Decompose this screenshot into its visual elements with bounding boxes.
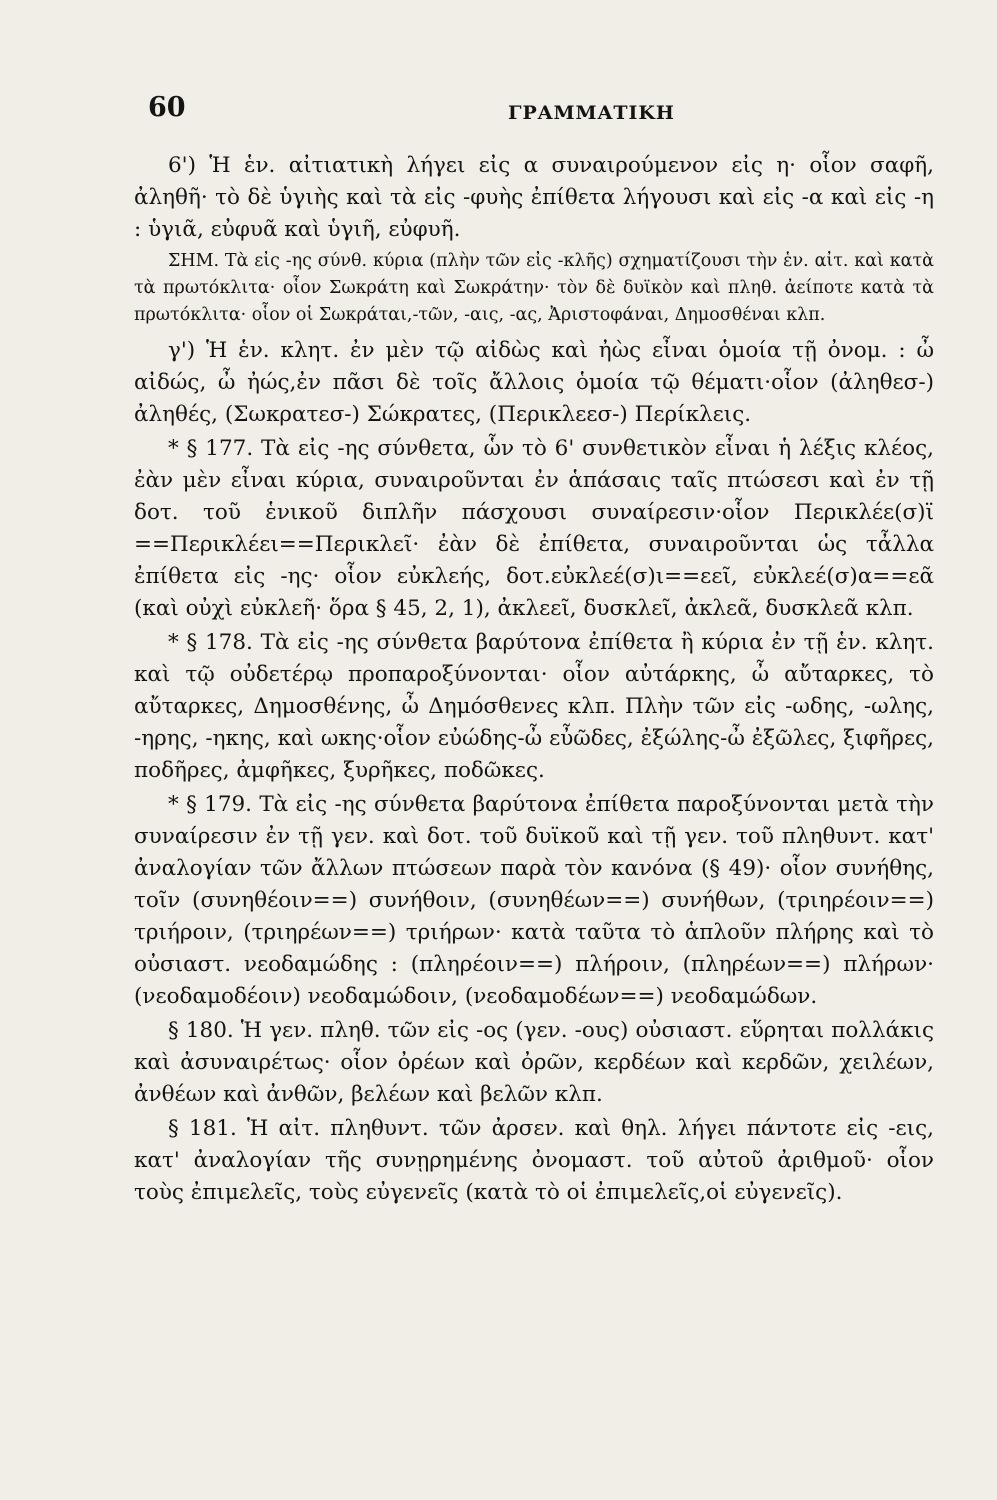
page-number: 60 bbox=[148, 92, 186, 123]
page-body bbox=[134, 150, 934, 1209]
page-header bbox=[148, 92, 928, 132]
section-179: * § 179. Τὰ εἰς -ης σύνθετα βαρύτονα ἐπίθετα παροξύνονται μετὰ τὴν συναίρεσιν ἐν τῇ γεν. καὶ δοτ. τοῦ δυϊκοῦ καὶ τῇ γεν. τοῦ πληθυντ. κατ' ἀναλογίαν τῶν ἄλλων πτώσεων παρὰ τὸν κανόνα (§ 49)· οἷον συνήθης, τοῖν (συνηθέοιν==) συνήθοιν, (συνηθέων==) συνήθων, (τριηρέοιν==) τριήροιν, (τριηρέων==) τριήρων· κατὰ ταῦτα τὸ ἁπλοῦν πλήρης καὶ τὸ οὐσιαστ. νεοδαμώδης : (πληρέοιν==) πλήροιν, (πληρέων==) πλήρων· (νεοδαμοδέοιν) νεοδαμώδοιν, (νεοδαμοδέων==) νεοδαμώδων. bbox=[134, 792, 934, 1009]
section-177: * § 177. Τὰ εἰς -ης σύνθετα, ὧν τὸ 6' συνθετικὸν εἶναι ἡ λέξις κλέος, ἐὰν μὲν εἶναι κύρια, συναιροῦνται ἐν ἁπάσαις ταῖς πτώσεσι καὶ ἐν τῇ δοτ. τοῦ ἑνικοῦ διπλῆν πάσχουσι συναίρεσιν·οἷον Περικλέε(σ)ϊ ==Περικλέει==Περικλεῖ· ἐὰν δὲ ἐπίθετα, συναιροῦνται ὡς τἆλλα ἐπίθετα εἰς -ης· οἷον εὐκλεής, δοτ.εὐκλεέ(σ)ι==εεῖ, εὐκλεέ(σ)α==εᾶ (καὶ οὐχὶ εὐκλεῆ· ὅρα § 45, 2, 1), ἀκλεεῖ, δυσκλεῖ, ἀκλεᾶ, δυσκλεᾶ κλπ. bbox=[134, 436, 934, 621]
section-178: * § 178. Τὰ εἰς -ης σύνθετα βαρύτονα ἐπίθετα ἢ κύρια ἐν τῇ ἑν. κλητ. καὶ τῷ οὐδετέρῳ προπαροξύνονται· οἷον αὐτάρκης, ὦ αὔταρκες, τὸ αὔταρκες, Δημοσθένης, ὦ Δημόσθενες κλπ. Πλὴν τῶν εἰς -ωδης, -ωλης, -ηρης, -ηκης, καὶ ωκης·οἷον εὐώδης-ὦ εὖῶδες, ἐξώλης-ὦ ἐξῶλες, ξιφῆρες, ποδῆρες, ἀμφῆκες, ξυρῆκες, ποδῶκες. bbox=[134, 630, 934, 783]
paragraph-vocative: γ') Ἡ ἑν. κλητ. ἐν μὲν τῷ αἰδὼς καὶ ἠὼς εἶναι ὁμοία τῇ ὀνομ. : ὦ αἰδώς, ὦ ἠώς,ἐν πᾶσι δὲ τοῖς ἄλλοις ὁμοία τῷ θέματι·οἷον (ἀληθεσ-) ἀληθές, (Σωκρατεσ-) Σώκρατες, (Περικλεεσ-) Περίκλεις. bbox=[134, 338, 934, 427]
paragraph-accusative: 6') Ἡ ἑν. αἰτιατικὴ λήγει εἰς α συναιρούμενον εἰς η· οἷον σαφῆ, ἀληθῆ· τὸ δὲ ὑγιὴς καὶ τὰ εἰς -φυὴς ἐπίθετα λήγουσι καὶ εἰς -α καὶ εἰς -η : ὑγιᾶ, εὐφυᾶ καὶ ὑγιῆ, εὐφυῆ. bbox=[134, 153, 934, 242]
section-180: § 180. Ἡ γεν. πληθ. τῶν εἰς -ος (γεν. -ους) οὐσιαστ. εὕρηται πολλάκις καὶ ἀσυναιρέτως· οἷον ὀρέων καὶ ὀρῶν, κερδέων καὶ κερδῶν, χειλέων, ἀνθέων καὶ ἀνθῶν, βελέων καὶ βελῶν κλπ. bbox=[134, 1018, 934, 1107]
section-181: § 181. Ἡ αἰτ. πληθυντ. τῶν ἀρσεν. καὶ θηλ. λήγει πάντοτε εἰς -εις, κατ' ἀναλογίαν τῆς συνῃρημένης ὀνομαστ. τοῦ αὐτοῦ ἀριθμοῦ· οἷον τοὺς ἐπιμελεῖς, τοὺς εὐγενεῖς (κατὰ τὸ οἱ ἐπιμελεῖς,οἱ εὐγενεῖς). bbox=[134, 1116, 934, 1205]
running-title: ΓΡΑΜΜΑΤΙΚΗ bbox=[508, 102, 675, 124]
note-paragraph: ΣΗΜ. Τὰ εἰς -ης σύνθ. κύρια (πλὴν τῶν εἰς -κλῆς) σχηματίζουσι τὴν ἑν. αἰτ. καὶ κατὰ τὰ πρωτόκλιτα· οἷον Σωκράτη καὶ Σωκράτην· τὸν δὲ δυϊκὸν καὶ πληθ. ἀείποτε κατὰ τὰ πρωτόκλιτα· οἷον οἱ Σωκράται,-τῶν, -αις, -ας, Ἀριστοφάναι, Δημοσθέναι κλπ. bbox=[134, 251, 934, 325]
